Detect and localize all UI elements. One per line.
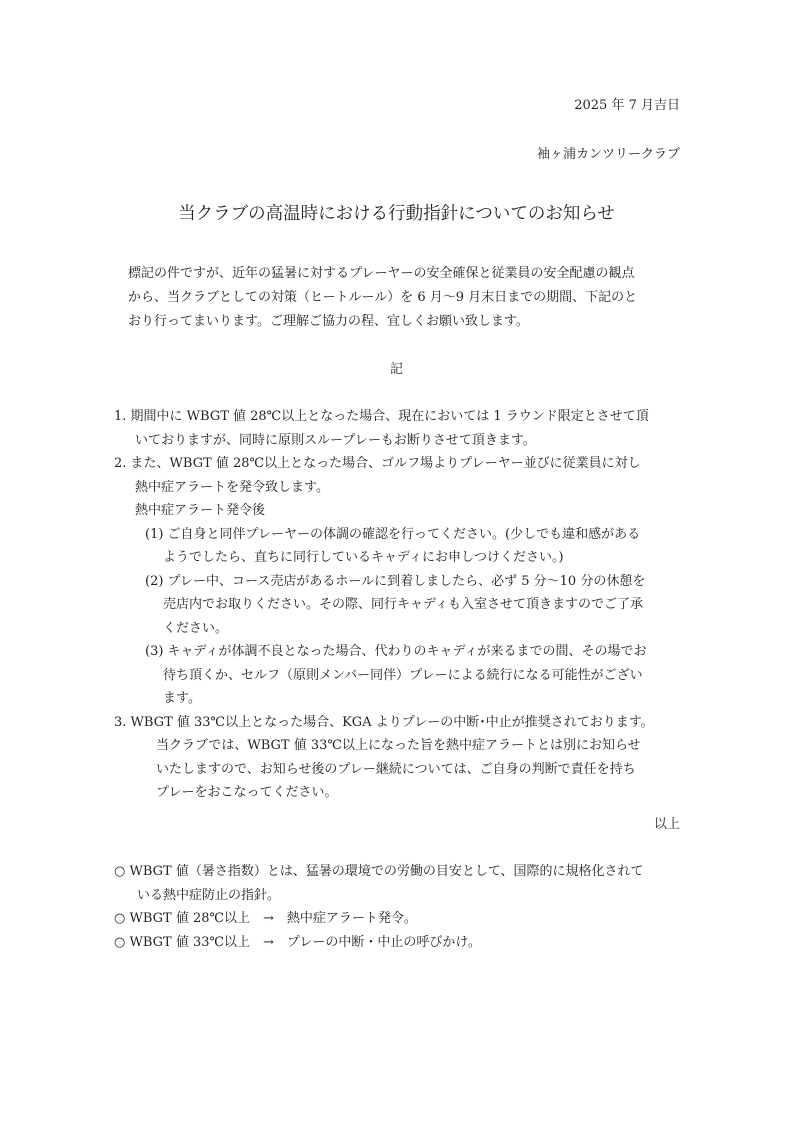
subitem-2-line: ください。 (163, 620, 229, 636)
item-3-line: プレーをおこなってください。 (156, 785, 338, 800)
note-line: ○ WBGT 値 33℃以上 → プレーの中断・中止の呼びかけ。 (114, 934, 481, 950)
organization-name: 袖ヶ浦カンツリークラブ (536, 147, 680, 162)
subitem-3-line: 待ち頂くか、セルフ（原則メンバー同伴）プレーによる続行になる可能性がござい (163, 667, 643, 683)
subitem-1-line: (1) ご自身と同伴プレーヤーの体調の確認を行ってください。(少しでも違和感がある (145, 526, 641, 542)
item-1-line: 1. 期間中に WBGT 値 28℃以上となった場合、現在においては 1 ラウンド限定とさせて頂 (114, 409, 649, 424)
note-line: いる熱中症防止の指針。 (137, 887, 281, 903)
subitem-2-line: (2) プレー中、コース売店があるホールに到着しましたら、必ず 5 分～10 分の休憩を (145, 573, 646, 589)
intro-line: から、当クラブとしての対策（ヒートルール）を 6 月～9 月末日までの期間、下記のと (128, 290, 638, 305)
closing-remark: 以上 (653, 817, 680, 832)
item-3-line: 当クラブでは、WBGT 値 33℃以上になった旨を熱中症アラートとは別にお知らせ (156, 738, 641, 753)
intro-line: 標記の件ですが、近年の猛暑に対するプレーヤーの安全確保と従業員の安全配慮の観点 (128, 266, 635, 281)
item-3-line: 3. WBGT 値 33℃以上となった場合、KGA よりプレーの中断･中止が推奨されております。 (114, 714, 654, 730)
note-line: ○ WBGT 値（暑さ指数）とは、猛暑の環境での労働の目安として、国際的に規格化されて (114, 864, 644, 879)
ki-heading: 記 (389, 362, 403, 377)
document-title: 当クラブの高温時における行動指針についてのお知らせ (178, 204, 615, 224)
item-2-line: 熱中症アラートを発令致します。 (135, 479, 329, 495)
subitem-1-line: ようでしたら、直ちに同行しているキャディにお申しつけください。) (163, 550, 564, 565)
subitem-3-line: (3) キャディが体調不良となった場合、代わりのキャディが来るまでの間、その場でお (145, 644, 647, 659)
item-1-line: いておりますが、同時に原則スループレーもお断りさせて頂きます。 (135, 432, 536, 448)
item-2-line: 熱中症アラート発令後 (135, 503, 266, 518)
document-date: 2025 年 7 月吉日 (574, 98, 680, 113)
subitem-3-line: ます。 (163, 691, 201, 706)
intro-line: おり行ってまいります。ご理解ご協力の程、宜しくお願い致します。 (128, 314, 529, 329)
intro-paragraph (128, 262, 637, 334)
note-line: ○ WBGT 値 28℃以上 → 熱中症アラート発令。 (114, 911, 417, 926)
item-2-line: 2. また、WBGT 値 28℃以上となった場合、ゴルフ場よりプレーヤー並びに従業員に対し (114, 456, 641, 471)
subitem-2-line: 売店内でお取りください。その際、同行キャディも入室させて頂きますのでご了承 (163, 597, 643, 612)
item-3-line: いたしますので、お知らせ後のプレー継続については、ご自身の判断で責任を持ち (156, 761, 636, 777)
